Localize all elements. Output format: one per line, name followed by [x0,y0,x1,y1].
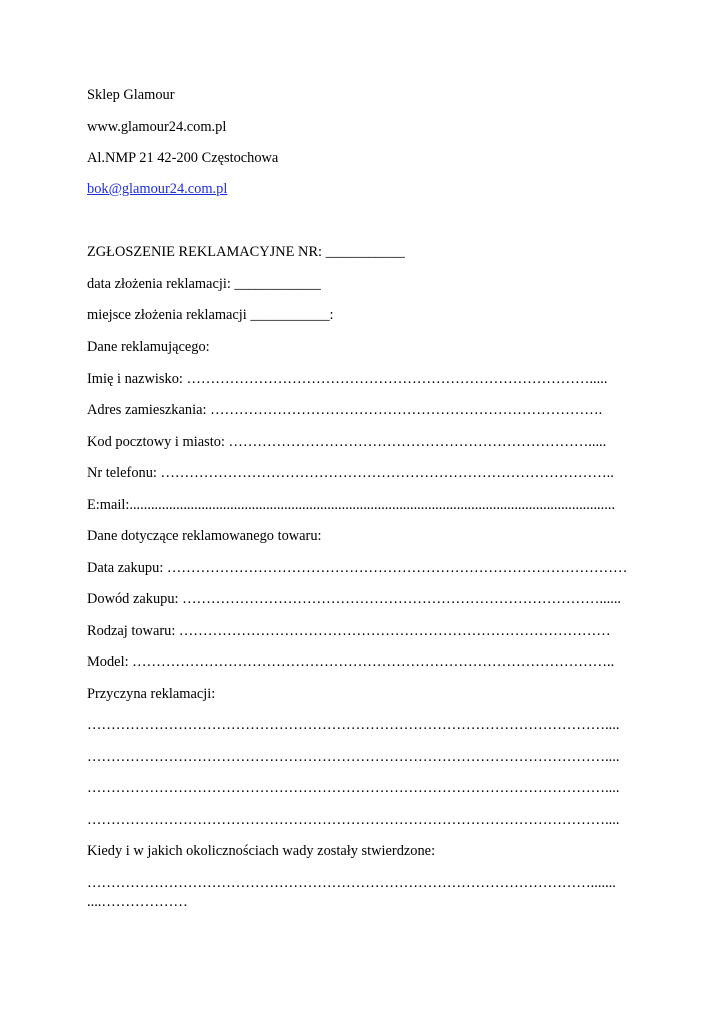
reason-line: ……………………………………………………………………………………………….... [87,812,620,828]
name-field: Imię i nazwisko: …………………………………………………………………………..... [87,371,608,387]
circumstances-line: ……………………………………………………………………………………………....... [87,875,616,891]
shop-address: Al.NMP 21 42-200 Częstochowa [87,150,279,166]
form-title: ZGŁOSZENIE REKLAMACYJNE NR: ___________ [87,244,405,260]
shop-name: Sklep Glamour [87,87,175,103]
shop-email-link[interactable]: bok@glamour24.com.pl [87,181,228,197]
complaint-place-field: miejsce złożenia reklamacji ___________: [87,307,334,323]
model-field: Model: ……………………………………………………………………………………….. [87,654,615,670]
purchase-date-field: Data zakupu: …………………………………………………………………………………… [87,560,628,576]
phone-field: Nr telefonu: ………………………………………………………………………………….. [87,465,614,481]
circumstances-line: ....……………… [87,894,188,910]
address-field: Adres zamieszkania: ………………………………………………………………………. [87,402,603,418]
proof-of-purchase-field: Dowód zakupu: ……………………………………………………………………………...... [87,591,622,607]
circumstances-heading: Kiedy i w jakich okolicznościach wady zostały stwierdzone: [87,843,436,859]
postal-city-field: Kod pocztowy i miasto: …………………………………………………………………..... [87,434,607,450]
product-type-field: Rodzaj towaru: ……………………………………………………………………………… [87,623,611,639]
reason-heading: Przyczyna reklamacji: [87,686,216,702]
shop-website: www.glamour24.com.pl [87,119,227,135]
reason-line: ……………………………………………………………………………………………….... [87,717,620,733]
reason-line: ……………………………………………………………………………………………….... [87,780,620,796]
complaint-date-field: data złożenia reklamacji: ____________ [87,276,321,292]
reason-line: ……………………………………………………………………………………………….... [87,749,620,765]
product-heading: Dane dotyczące reklamowanego towaru: [87,528,322,544]
claimant-heading: Dane reklamującego: [87,339,210,355]
email-field: E:mail:....................................................................................................................................... [87,497,616,513]
